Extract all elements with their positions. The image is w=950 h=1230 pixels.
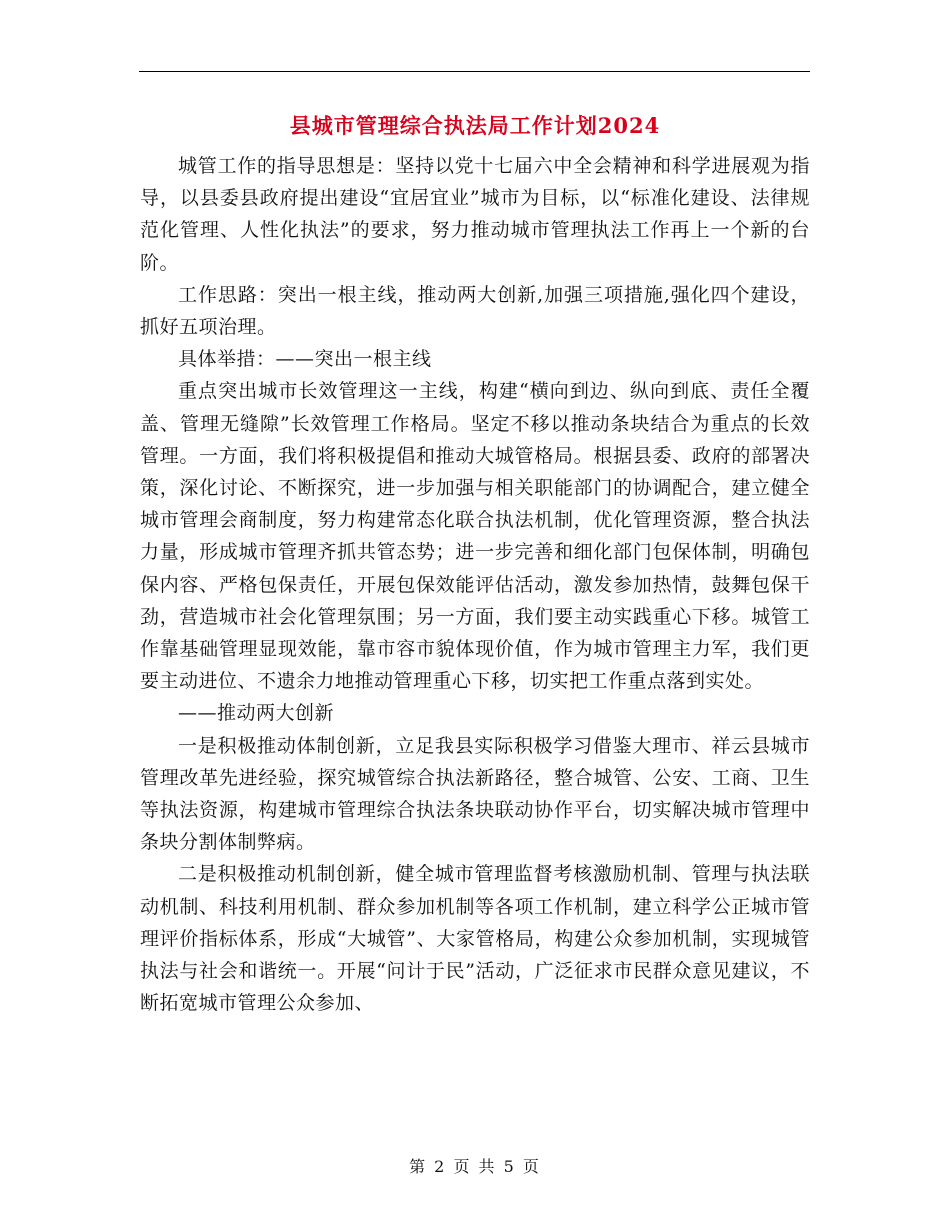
paragraph-work-approach: 工作思路：突出一根主线，推动两大创新,加强三项措施,强化四个建设，抓好五项治理。 (140, 283, 810, 339)
document-body (140, 150, 810, 1019)
paragraph-system-innovation: 一是积极推动体制创新，立足我县实际积极学习借鉴大理市、祥云县城市管理改革先进经验，探究城管综合执法新路径，整合城管、公安、工商、卫生等执法资源，构建城市管理综合执法条块联动协作平台，切实解决城市管理中条块分割体制弊病。 (140, 734, 810, 854)
header-rule (139, 71, 810, 72)
paragraph-main-line: 重点突出城市长效管理这一主线，构建“横向到边、纵向到底、责任全覆盖、管理无缝隙”长效管理工作格局。坚定不移以推动条块结合为重点的长效管理。一方面，我们将积极提倡和推动大城管格局。根据县委、政府的部署决策，深化讨论、不断探究，进一步加强与相关职能部门的协调配合，建立健全城市管理会商制度，努力构建常态化联合执法机制，优化管理资源，整合执法力量，形成城市管理齐抓共管态势；进一步完善和细化部门包保体制，明确包保内容、严格包保责任，开展包保效能评估活动，激发参加热情，鼓舞包保干劲，营造城市社会化管理氛围；另一方面，我们要主动实践重心下移。城管工作靠基础管理显现效能，靠市容市貌体现价值，作为城市管理主力军，我们更要主动进位、不遗余力地推动管理重心下移，切实把工作重点落到实处。 (140, 380, 810, 693)
document-title: 县城市管理综合执法局工作计划2024 (289, 113, 661, 138)
paragraph-mechanism-innovation: 二是积极推动机制创新，健全城市管理监督考核激励机制、管理与执法联动机制、科技利用机制、群众参加机制等各项工作机制，建立科学公正城市管理评价指标体系，形成“大城管”、大家管格局，构建公众参加机制，实现城管执法与社会和谐统一。开展“问计于民”活动，广泛征求市民群众意见建议，不断拓宽城市管理公众参加、 (140, 863, 810, 1015)
paragraph-two-innovations-heading: ——推动两大创新 (178, 702, 335, 725)
paragraph-guiding-ideology: 城管工作的指导思想是：坚持以党十七届六中全会精神和科学进展观为指导，以县委县政府提出建设“宜居宜业”城市为目标，以“标准化建设、法律规范化管理、人性化执法”的要求，努力推动城市管理执法工作再上一个新的台阶。 (140, 155, 810, 274)
page-number: 第 2 页 共 5 页 (409, 1157, 541, 1176)
paragraph-specific-measures: 具体举措：——突出一根主线 (178, 348, 432, 371)
